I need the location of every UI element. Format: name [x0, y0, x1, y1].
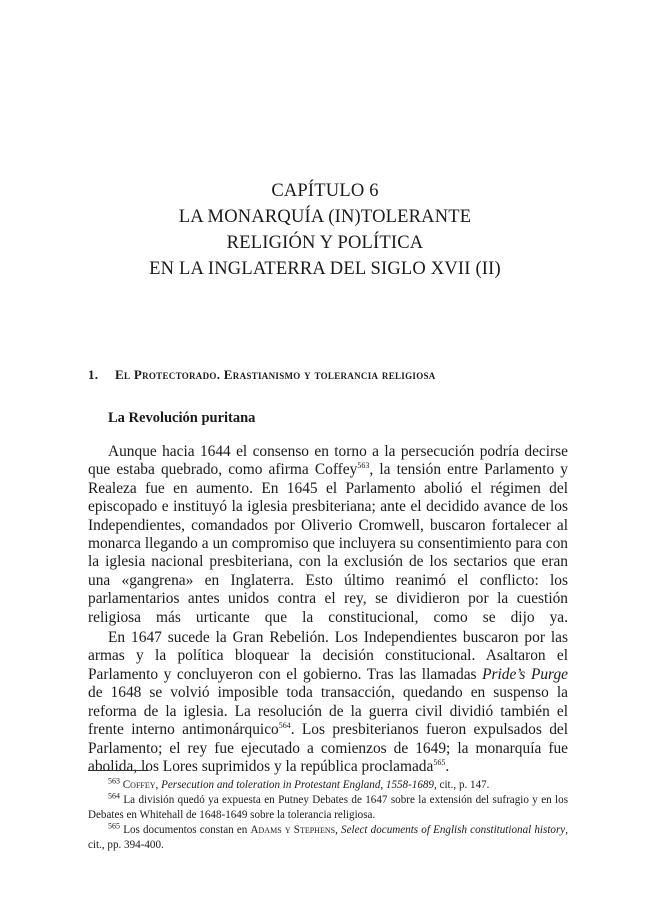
- paragraph-1: Aunque hacia 1644 el consenso en torno a la persecución podría decirse que estaba quebrado, como afirma Coffey$^{563}$, la tensión entre Parlamento y Realeza fue en aumento. En 1645 el Parlamento abolió el régimen del episcopado e instituyó la iglesia presbiteriana; ante el decidido avance de los Independientes, comandados por Oliverio Cromwell, buscaron fortalecer al monarca llegando a un compromiso que incluyera su consentimiento para con la iglesia nacional presbiteriana, con la exclusión de los sectarios que eran una «gangrena» en Inglaterra. Esto último reanimó el conflicto: los parlamentarios antes unidos contra el rey, se dividieron por la cuestión religiosa más urticante que la constitucional, como se dijo ya.: [88, 443, 569, 626]
- section-heading: [88, 367, 436, 383]
- footnote-563: $^{563}$ Coffey, Persecution and toleration in Protestant England, 1558-1689, cit., p. 147.: [108, 776, 490, 791]
- chapter-title-line-3: EN LA INGLATERRA DEL SIGLO XVII (II): [149, 259, 501, 279]
- footnote-564: $^{564}$ La división quedó ya expuesta en Putney Debates de 1647 sobre la extensión del sufragio y en los Debates en Whitehall de 1648-1649 sobre la tolerancia religiosa.: [88, 791, 569, 821]
- subsection-heading: La Revolución puritana: [108, 410, 256, 426]
- footnotes: [88, 778, 568, 853]
- footnote-divider: [88, 770, 148, 771]
- chapter-number: CAPÍTULO 6: [271, 181, 379, 201]
- footnote-565: $^{565}$ Los documentos constan en Adams y Stephens, Select documents of English constitutional history, cit., pp. 394-400.: [88, 821, 568, 851]
- footnote-ref: 565: [433, 757, 446, 767]
- chapter-heading: [0, 178, 650, 282]
- section-number: 1.: [88, 367, 99, 382]
- chapter-title-line-2: RELIGIÓN Y POLÍTICA: [226, 233, 424, 253]
- footnote-ref: 564: [278, 720, 291, 730]
- section-title: El Protectorado. Erastianismo y tolerancia religiosa: [115, 367, 436, 382]
- body-text: [88, 443, 568, 776]
- italic-term: Pride’s Purge: [482, 665, 568, 683]
- paragraph-2: En 1647 sucede la Gran Rebelión. Los Independientes buscaron por las armas y la política bloquear la decisión constitucional. Asaltaron el Parlamento y concluyeron con el gobierno. Tras las llamadas Pride’s Purge de 1648 se volvió imposible toda transacción, quedando en suspenso la reforma de la iglesia. La resolución de la guerra civil dividió también el frente interno antimonárquico$^{564}$. Los presbiterianos fueron expulsados del Parlamento; el rey fue ejecutado a comienzos de 1649; la monarquía fue abolida, los Lores suprimidos y la república proclamada$^{565}$.: [88, 629, 569, 775]
- chapter-title-line-1: LA MONARQUÍA (IN)TOLERANTE: [178, 207, 472, 227]
- footnote-ref: 563: [357, 461, 370, 471]
